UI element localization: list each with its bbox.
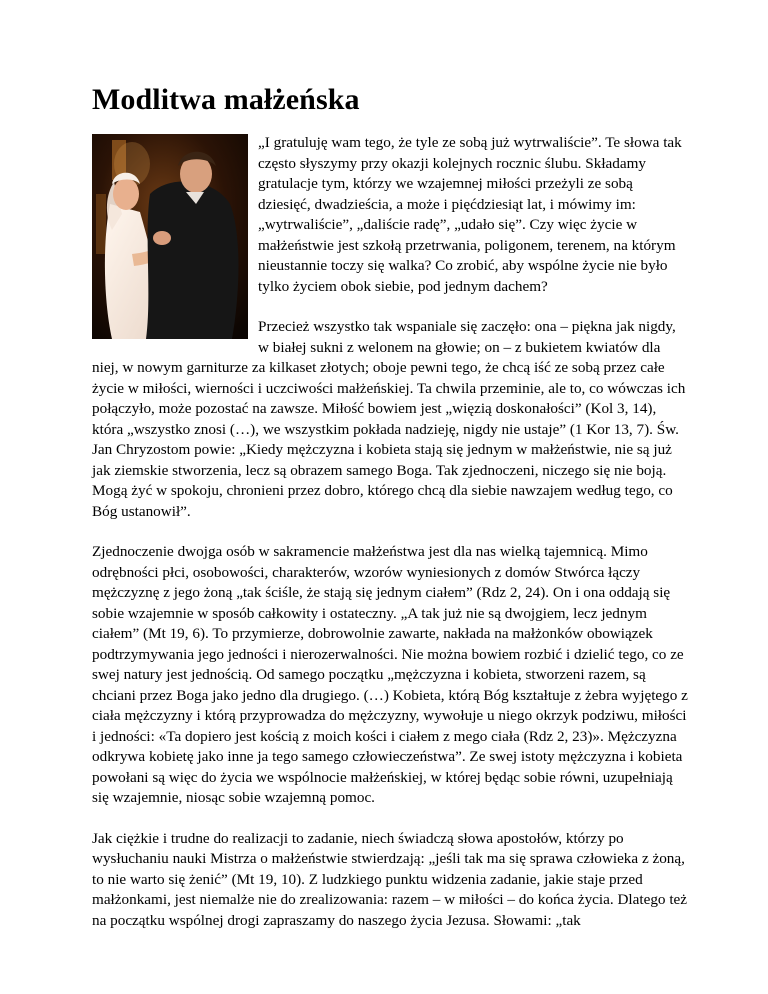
paragraph-apostles: Jak ciężkie i trudne do realizacji to zadanie, niech świadczą słowa apostołów, którzy po wysłuchaniu nauki Mistrza o małżeństwie stwierdzają: „jeśli tak ma się sprawa człowieka z żoną, to nie warto się żenić” (Mt 19, 10). Z ludzkiego punktu widzenia zadanie, jakie staje przed małżonkami, jest niemalże nie do zrealizowania: razem – w miłości – do końca życia. Dlatego też na początku wspólnej drogi zapraszamy do naszego życia Jezusa. Słowami: „tak [92,829,688,929]
paragraph-beginning: Przecież wszystko tak wspaniale się zaczęło: ona – piękna jak nigdy, w białej sukni z welonem na głowie; on – z bukietem kwiatów dla niej, w nowym garniturze za kilkaset złotych; oboje pewni tego, że chcą iść ze sobą przez całe życie w miłości, wierności i uczciwości małżeńskiej. Ta chwila przeminie, ale to, co wówczas ich połączyło, może pozostać na zawsze. Miłość bowiem jest „więzią doskonałości” (Kol 3, 14), która „wszystko znosi (…), we wszystkim pokłada nadzieję, nigdy nie ustaje” (1 Kor 13, 7). Św. Jan Chryzostom powie: „Kiedy mężczyzna i kobieta stają się jednym w małżeństwie, nie są już jak ziemskie stworzenia, lecz są obrazem samego Boga. Tak zjednoczeni, niczego się nie boją. Mogą żyć w spokoju, chronieni przez dobro, którego chcą dla siebie nawzajem według tego, co Bóg ustanowił”. [92,318,686,520]
paragraph-intro: „I gratuluję wam tego, że tyle ze sobą już wytrwaliście”. Te słowa tak często słyszymy przy okazji kolejnych rocznic ślubu. Składamy gratulacje tym, którzy we wzajemnej miłości przeżyli ze sobą dziesięć, dwadzieścia, a może i pięćdziesiąt lat, i mówimy im: „wytrwaliście”, „daliście radę”, „udało się”. Czy więc życie w małżeństwie jest szkołą przetrwania, poligonem, terenem, na którym nieustannie toczy się walka? Co zrobić, aby wspólne życie nie było tylko życiem obok siebie, pod jednym dachem? [258,134,682,295]
document-body [92,82,688,951]
paragraph-sacrament: Zjednoczenie dwojga osób w sakramencie małżeństwa jest dla nas wielką tajemnicą. Mimo odrębności płci, osobowości, charakterów, wzorów wyniesionych z domów Stwórca łączy mężczyznę z jego żoną „tak ściśle, że stają się jednym ciałem” (Rdz 2, 24). On i ona oddają się sobie wzajemnie w sposób całkowity i ostateczny. „A tak już nie są dwojgiem, lecz jednym ciałem” (Mt 19, 6). To przymierze, dobrowolnie zawarte, nakłada na małżonków obowiązek podtrzymywania jego jedności i nierozerwalności. Nie można bowiem rozbić i dzielić tego, co ze swej natury jest jednością. Od samego początku „mężczyzna i kobieta, stworzeni razem, są chciani przez Boga jako jedno dla drugiego. (…) Kobieta, którą Bóg kształtuje z żebra wyjętego z ciała mężczyzny i którą przyprowadza do mężczyzny, wywołuje u niego okrzyk podziwu, miłości i jedności: «Ta dopiero jest kością z moich kości i ciałem z mego ciała (Rdz 2, 23)». Mężczyzna odkrywa kobietę jako inne ja tego samego człowieczeństwa”. Ze swej istoty mężczyzna i kobieta powołani są więc do życia we wspólnocie małżeńskiej, w której będąc sobie równi, uzupełniają się wzajemnie, niosąc sobie wzajemną pomoc. [92,543,688,806]
wedding-photo [92,134,248,339]
page-title: Modlitwa małżeńska [92,83,360,116]
